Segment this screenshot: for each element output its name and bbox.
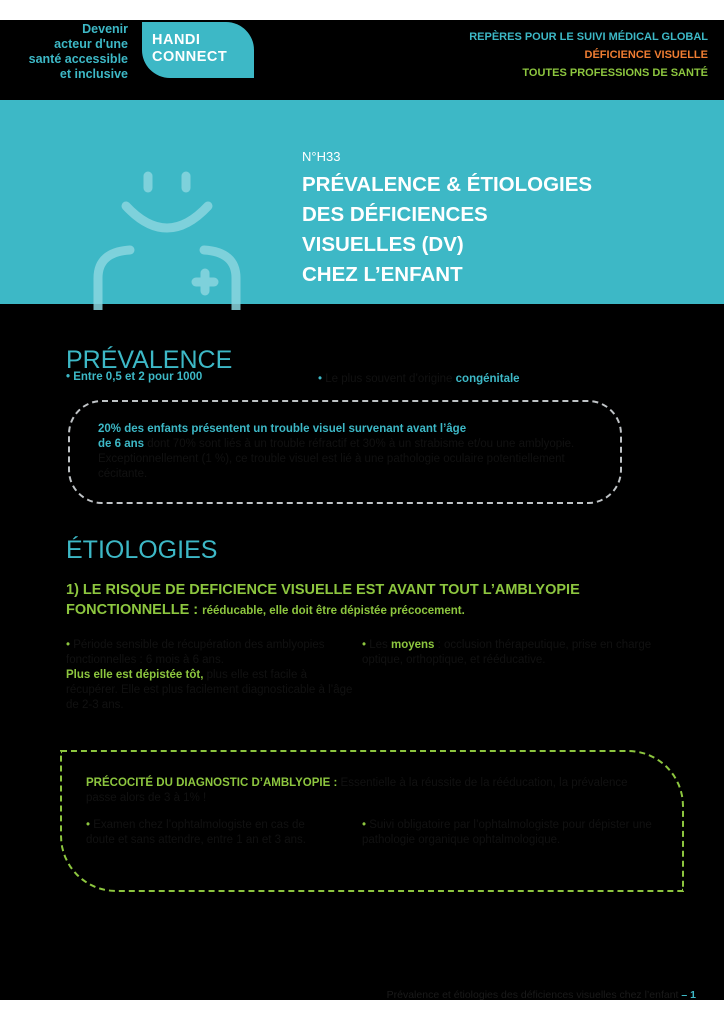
page-title [302, 170, 702, 290]
logo-line: CONNECT [152, 49, 228, 65]
bullet-dot: • [86, 819, 91, 831]
recovery-period: Période sensible de récupération des amblyopies fonctionnelles : 6 mois à 6 ans. [66, 639, 325, 666]
bullet-dot: • [362, 819, 367, 831]
title-line: CHEZ L’ENFANT [302, 263, 463, 286]
origin-text: Le plus souvent d’origine [322, 373, 456, 385]
subheading-note: rééducable, elle doit être dépistée précocement. [202, 605, 465, 617]
origin-keyword: congénitale [455, 373, 520, 385]
treatment-means-text [362, 638, 652, 668]
header-categories [469, 28, 708, 82]
exam-bullet [86, 818, 336, 848]
means-text: : occlusion thérapeutique, prise en charge optique, orthoptique, et rééducative. [362, 639, 652, 666]
logo [152, 32, 227, 66]
subheading-main: 1) LE RISQUE DE DEFICIENCE VISUELLE EST AVANT TOUT L’AMBLYOPIE FONCTIONNELLE : [66, 582, 580, 618]
bullet-dot: • [66, 639, 71, 651]
diagnosis-text: Essentielle à la réussite de la rééducation, la prévalence passe alors de 3 à 1% ! [86, 777, 628, 804]
etiologies-heading: ÉTIOLOGIES [66, 536, 218, 564]
followup-text: Suivi obligatoire par l’ophtalmologiste pour dépister une pathologie organique ophtalmologique. [362, 819, 652, 846]
bullet-dot: • [318, 373, 323, 385]
means-keyword: moyens [390, 639, 435, 651]
early-detection-keyword: Plus elle est dépistée tôt, [66, 669, 204, 681]
bullet-dot: • [362, 639, 367, 651]
callout-body: dont 70% sont liés à un trouble réfractif et 30% à un strabisme et/ou une amblyopie. Exceptionnellement (1 %), ce trouble visuel est lié à une pathologie oculaire potentiellement cécitante. [98, 438, 575, 480]
logo-line: HANDI [152, 32, 201, 48]
document-number: N°H33 [302, 149, 341, 164]
category-professions: TOUTES PROFESSIONS DE SANTÉ [522, 67, 708, 79]
document-page [0, 20, 724, 1000]
page-footer [387, 989, 696, 1000]
diagnosis-keyword: PRÉCOCITÉ DU DIAGNOSTIC D’AMBLYOPIE : [86, 777, 338, 789]
etiologies-subheading [66, 580, 666, 621]
tagline-line: acteur d'une [54, 37, 128, 51]
prevalence-heading: PRÉVALENCE [66, 346, 233, 374]
doctor-icon [80, 140, 250, 310]
footer-title: Prévalence et étiologies des déficiences visuelles chez l’enfant [386, 989, 679, 1000]
category-general: REPÈRES POUR LE SUIVI MÉDICAL GLOBAL [469, 31, 708, 43]
recovery-period-text [66, 638, 356, 713]
category-deficiency: DÉFICIENCE VISUELLE [584, 49, 708, 61]
tagline-line: et inclusive [59, 67, 128, 81]
title-line: PRÉVALENCE & ÉTIOLOGIES [302, 173, 593, 196]
page-number: 1 [690, 989, 696, 1000]
prevalence-rate-bullet: • Entre 0,5 et 2 pour 1000 [66, 371, 203, 383]
early-detection-text: plus elle est facile à récupérer. Elle est plus facilement diagnosticable à l’âge de 2-3 ans. [66, 669, 353, 711]
exam-text: Examen chez l’ophtalmologiste en cas de doute et sans attendre, entre 1 an et 3 ans. [86, 819, 306, 846]
title-line: DES DÉFICIENCES [302, 203, 488, 226]
origin-bullet [318, 373, 520, 385]
diagnosis-callout-heading [86, 776, 646, 806]
callout-highlight: 20% des enfants présentent un trouble visuel survenant avant l’âge [98, 423, 467, 435]
tagline-line: Devenir [82, 22, 128, 36]
means-prefix: Les [366, 639, 391, 651]
title-line: VISUELLES (DV) [302, 233, 464, 256]
brand-tagline [12, 22, 128, 82]
callout-highlight-age: de 6 ans [98, 438, 145, 450]
tagline-line: santé accessible [28, 52, 128, 66]
footer-separator: – [678, 989, 691, 1000]
prevalence-callout-text [98, 422, 588, 482]
followup-bullet [362, 818, 662, 848]
